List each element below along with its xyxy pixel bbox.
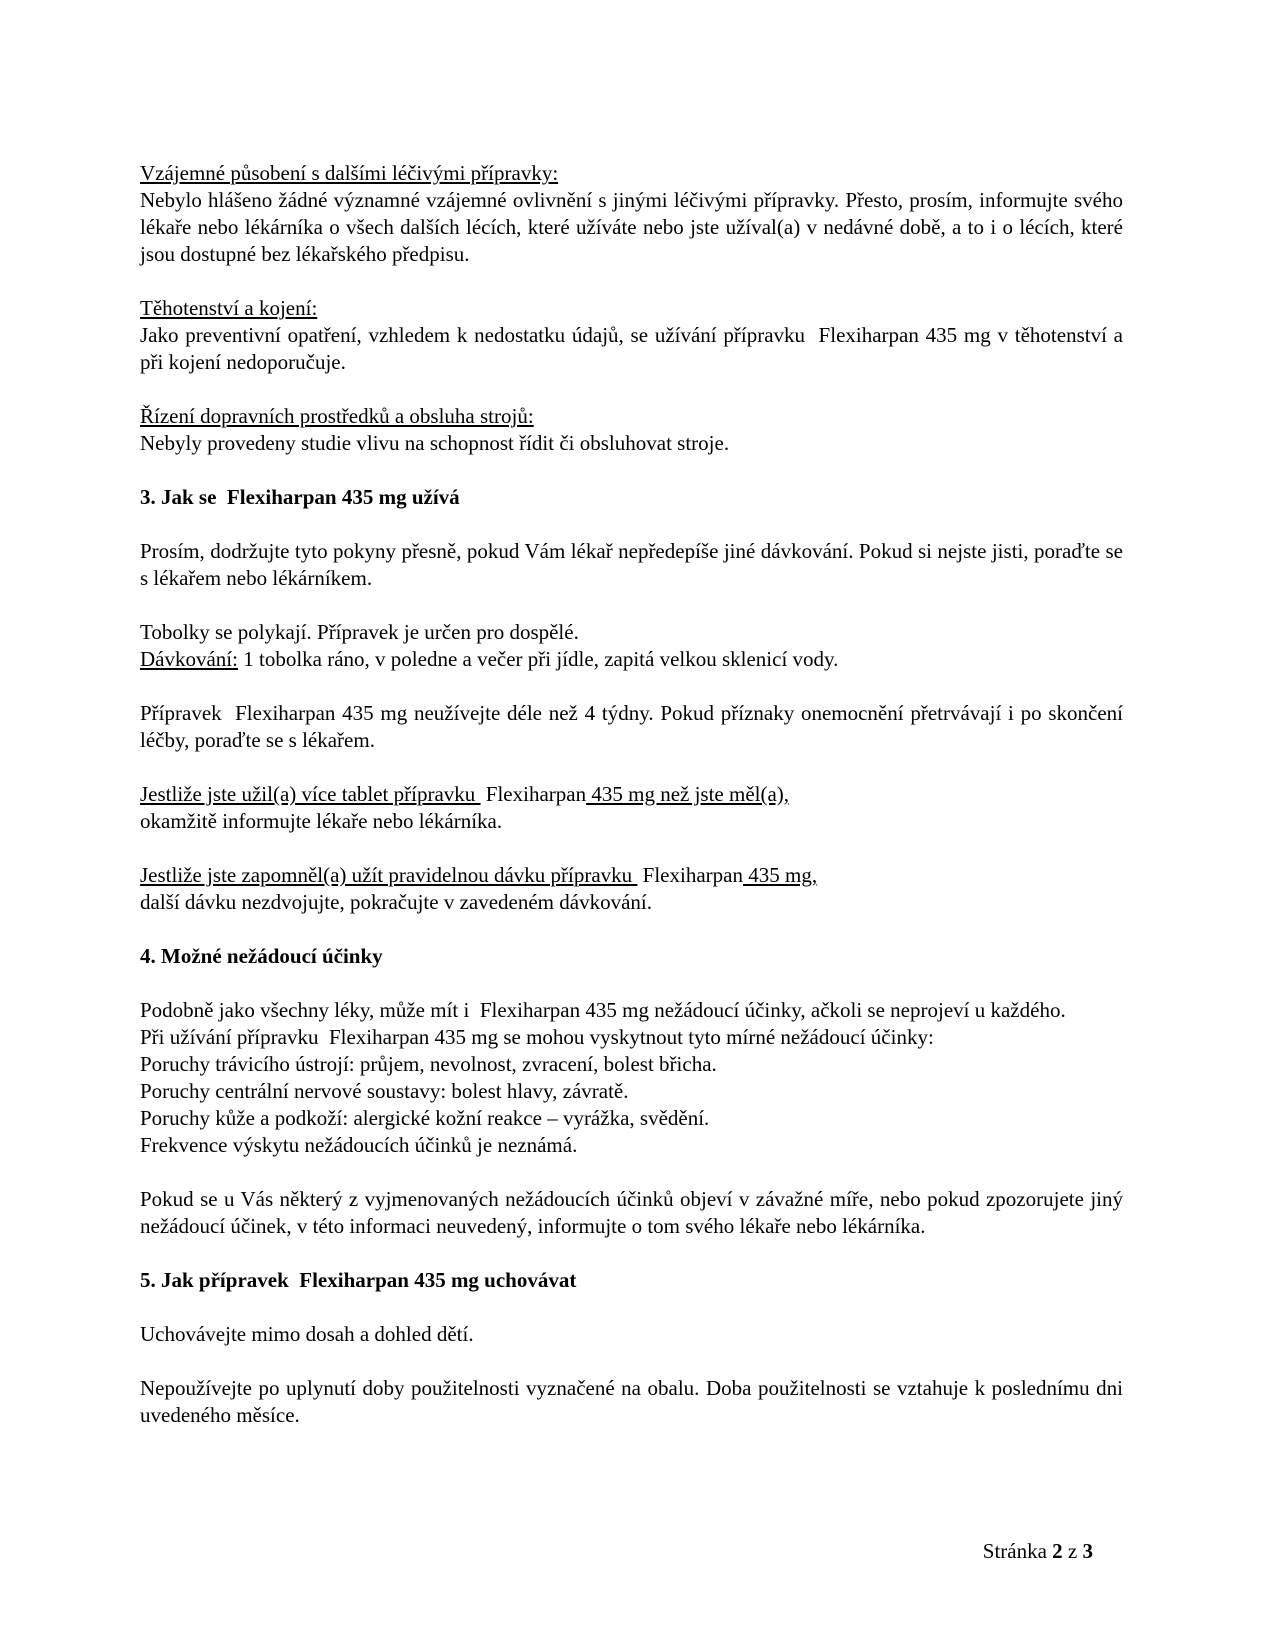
section3-dosage-line <box>140 646 1123 673</box>
paragraph-pregnancy: Jako preventivní opatření, vzhledem k nedostatku údajů, se užívání přípravku Flexiharpan 435 mg v těhotenství a při kojení nedoporučuje. <box>140 323 1129 374</box>
overdose-underlined-1: Jestliže jste užil(a) více tablet přípravku <box>140 782 481 806</box>
page-footer <box>983 1538 1093 1565</box>
section-heading-interactions <box>140 160 1123 187</box>
section3-paragraph-3: Přípravek Flexiharpan 435 mg neužívejte déle než 4 týdny. Pokud příznaky onemocnění přetrvávají i po skončení léčby, poraďte se s lékařem. <box>140 701 1129 752</box>
section-heading-pregnancy-text: Těhotenství a kojení: <box>140 296 318 320</box>
document-body <box>140 160 1129 1429</box>
missed-dose-underlined-1: Jestliže jste zapomněl(a) užít pravidelnou dávku přípravku <box>140 863 638 887</box>
section-heading-pregnancy <box>140 295 1123 322</box>
footer-separator: z <box>1062 1539 1083 1563</box>
side-effect-frequency: Frekvence výskytu nežádoucích účinků je neznámá. <box>140 1133 578 1157</box>
side-effect-item-digestive: Poruchy trávicího ústrojí: průjem, nevolnost, zvracení, bolest břicha. <box>140 1052 717 1076</box>
section4-paragraph-3: Pokud se u Vás některý z vyjmenovaných nežádoucích účinků objeví v závažné míře, nebo pokud zpozorujete jiný nežádoucí účinek, v této informaci neuvedený, informujte o tom svého lékaře nebo lékárníka. <box>140 1187 1129 1238</box>
section3-paragraph-1: Prosím, dodržujte tyto pokyny přesně, pokud Vám lékař nepředepíše jiné dávkování. Pokud si nejste jisti, poraďte se s lékařem nebo lékárníkem. <box>140 539 1129 590</box>
footer-page-number: 2 <box>1052 1539 1063 1563</box>
section5-paragraph-1: Uchovávejte mimo dosah a dohled dětí. <box>140 1322 474 1346</box>
overdose-underlined-2: 435 mg než jste měl(a), <box>586 782 790 806</box>
side-effect-item-skin: Poruchy kůže a podkoží: alergické kožní reakce – vyrážka, svědění. <box>140 1106 710 1130</box>
section3-paragraph-2: Tobolky se polykají. Přípravek je určen pro dospělé. <box>140 620 579 644</box>
section-heading-driving <box>140 403 1123 430</box>
overdose-instruction: okamžitě informujte lékaře nebo lékárníka. <box>140 809 503 833</box>
missed-dose-underlined-2: 435 mg, <box>742 863 818 887</box>
paragraph-interactions: Nebylo hlášeno žádné významné vzájemné ovlivnění s jinými léčivými přípravky. Přesto, prosím, informujte svého lékaře nebo lékárníka o všech dalších lécích, které užíváte nebo jste užíval(a) v nedávné době, a to i o lécích, které jsou dostupné bez lékařského předpisu. <box>140 188 1129 266</box>
paragraph-driving: Nebyly provedeny studie vlivu na schopnost řídit či obsluhovat stroje. <box>140 431 730 455</box>
missed-dose-heading-line <box>140 862 1123 889</box>
section4-heading: 4. Možné nežádoucí účinky <box>140 944 383 968</box>
section5-paragraph-2: Nepoužívejte po uplynutí doby použitelnosti vyznačené na obalu. Doba použitelnosti se vztahuje k poslednímu dni uvedeného měsíce. <box>140 1376 1129 1427</box>
overdose-product-name: Flexiharpan <box>480 782 587 806</box>
dosage-label: Dávkování: <box>140 647 238 671</box>
section-heading-interactions-text: Vzájemné působení s dalšími léčivými přípravky: <box>140 161 559 185</box>
section4-paragraph-2: Při užívání přípravku Flexiharpan 435 mg se mohou vyskytnout tyto mírné nežádoucí účinky: <box>140 1025 934 1049</box>
section3-heading: 3. Jak se Flexiharpan 435 mg užívá <box>140 485 460 509</box>
section4-paragraph-1: Podobně jako všechny léky, může mít i Flexiharpan 435 mg nežádoucí účinky, ačkoli se neprojeví u každého. <box>140 998 1066 1022</box>
side-effect-item-nervous: Poruchy centrální nervové soustavy: bolest hlavy, závratě. <box>140 1079 629 1103</box>
section-heading-driving-text: Řízení dopravních prostředků a obsluha strojů: <box>140 404 534 428</box>
missed-dose-product-name: Flexiharpan <box>637 863 743 887</box>
footer-label: Stránka <box>982 1539 1053 1563</box>
overdose-heading-line <box>140 781 1123 808</box>
section5-heading: 5. Jak přípravek Flexiharpan 435 mg uchovávat <box>140 1268 577 1292</box>
missed-dose-instruction: další dávku nezdvojujte, pokračujte v zavedeném dávkování. <box>140 890 652 914</box>
footer-total-pages: 3 <box>1082 1539 1093 1563</box>
dosage-text: 1 tobolka ráno, v poledne a večer při jídle, zapitá velkou sklenicí vody. <box>237 647 839 671</box>
